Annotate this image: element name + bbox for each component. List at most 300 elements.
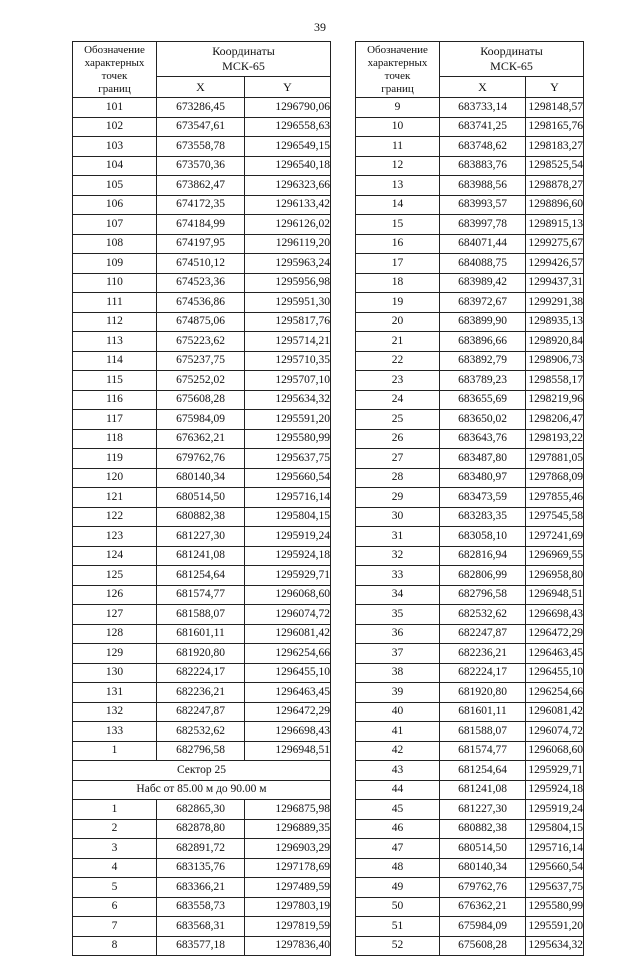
point-number: 124	[73, 546, 157, 566]
coord-y: 1295919,24	[245, 527, 331, 547]
point-number: 131	[73, 683, 157, 703]
coord-x: 683643,76	[440, 429, 526, 449]
coord-x: 680140,34	[157, 468, 245, 488]
coord-x: 683988,56	[440, 176, 526, 196]
header-designation-line: границ	[98, 82, 131, 95]
point-number: 16	[356, 234, 440, 254]
point-number: 118	[73, 429, 157, 449]
table-row	[356, 839, 584, 859]
header-coordinates-line: МСК-65	[222, 59, 265, 73]
table-row	[73, 722, 331, 742]
table-row	[356, 468, 584, 488]
point-number: 8	[73, 936, 157, 956]
table-row	[356, 644, 584, 664]
coord-x: 682891,72	[157, 839, 245, 859]
point-number: 45	[356, 800, 440, 820]
coord-y: 1296068,60	[245, 585, 331, 605]
point-number: 9	[356, 98, 440, 118]
coord-y: 1297855,46	[526, 488, 584, 508]
table-row	[73, 410, 331, 430]
header-y: Y	[526, 77, 584, 98]
point-number: 110	[73, 273, 157, 293]
table-row	[356, 800, 584, 820]
header-designation-line: точек	[384, 69, 411, 82]
coord-y: 1296126,02	[245, 215, 331, 235]
point-number: 3	[73, 839, 157, 859]
coord-y: 1296254,66	[245, 644, 331, 664]
header-designation-line: характерных	[84, 56, 145, 69]
point-number: 102	[73, 117, 157, 137]
header-x: X	[440, 77, 526, 98]
point-number: 14	[356, 195, 440, 215]
point-number: 40	[356, 702, 440, 722]
table-row	[356, 137, 584, 157]
coord-x: 682236,21	[157, 683, 245, 703]
table-row	[356, 897, 584, 917]
table-row	[73, 605, 331, 625]
coord-y: 1297489,59	[245, 878, 331, 898]
coord-y: 1298193,22	[526, 429, 584, 449]
table-row	[73, 98, 331, 118]
coord-y: 1295956,98	[245, 273, 331, 293]
table-row	[73, 839, 331, 859]
point-number: 104	[73, 156, 157, 176]
table-row	[356, 936, 584, 956]
coord-y: 1295637,75	[245, 449, 331, 469]
coord-x: 675984,09	[157, 410, 245, 430]
table-row	[73, 137, 331, 157]
coord-x: 675608,28	[440, 936, 526, 956]
coord-y: 1298183,27	[526, 137, 584, 157]
table-row	[356, 702, 584, 722]
point-number: 119	[73, 449, 157, 469]
coord-x: 683480,97	[440, 468, 526, 488]
point-number: 34	[356, 585, 440, 605]
table-row	[73, 176, 331, 196]
coord-y: 1296455,10	[526, 663, 584, 683]
point-number: 10	[356, 117, 440, 137]
coord-y: 1295707,10	[245, 371, 331, 391]
point-number: 52	[356, 936, 440, 956]
table-row	[356, 254, 584, 274]
point-number: 105	[73, 176, 157, 196]
point-number: 37	[356, 644, 440, 664]
point-number: 123	[73, 527, 157, 547]
coord-y: 1299426,57	[526, 254, 584, 274]
point-number: 21	[356, 332, 440, 352]
coord-x: 682532,62	[157, 722, 245, 742]
header-coordinates-line: МСК-65	[490, 59, 533, 73]
coord-y: 1295716,14	[245, 488, 331, 508]
coord-y: 1298148,57	[526, 98, 584, 118]
coord-y: 1299437,31	[526, 273, 584, 293]
coord-x: 682532,62	[440, 605, 526, 625]
coord-x: 683997,78	[440, 215, 526, 235]
coord-y: 1298935,13	[526, 312, 584, 332]
table-row	[356, 410, 584, 430]
point-number: 107	[73, 215, 157, 235]
table-row	[73, 702, 331, 722]
table-row	[73, 507, 331, 527]
table-row	[356, 624, 584, 644]
point-number: 11	[356, 137, 440, 157]
coord-y: 1295924,18	[245, 546, 331, 566]
table-row	[356, 215, 584, 235]
coord-x: 683577,18	[157, 936, 245, 956]
table-row	[356, 741, 584, 761]
point-number: 129	[73, 644, 157, 664]
table-row	[73, 195, 331, 215]
table-row	[356, 332, 584, 352]
coord-x: 673862,47	[157, 176, 245, 196]
table-row	[356, 546, 584, 566]
point-number: 20	[356, 312, 440, 332]
coord-y: 1298915,13	[526, 215, 584, 235]
coord-x: 681588,07	[157, 605, 245, 625]
coord-x: 683473,59	[440, 488, 526, 508]
coord-x: 683487,80	[440, 449, 526, 469]
coord-y: 1295919,24	[526, 800, 584, 820]
point-number: 113	[73, 332, 157, 352]
coord-x: 683733,14	[440, 98, 526, 118]
point-number: 33	[356, 566, 440, 586]
table-row	[356, 761, 584, 781]
coord-x: 683741,25	[440, 117, 526, 137]
point-number: 111	[73, 293, 157, 313]
point-number: 42	[356, 741, 440, 761]
point-number: 32	[356, 546, 440, 566]
coord-x: 682247,87	[440, 624, 526, 644]
coord-x: 679762,76	[440, 878, 526, 898]
table-row	[356, 507, 584, 527]
point-number: 12	[356, 156, 440, 176]
point-number: 109	[73, 254, 157, 274]
table-row	[356, 273, 584, 293]
coord-y: 1295634,32	[245, 390, 331, 410]
coord-x: 683972,67	[440, 293, 526, 313]
point-number: 132	[73, 702, 157, 722]
table-row	[73, 683, 331, 703]
coord-y: 1296948,51	[526, 585, 584, 605]
coord-y: 1296698,43	[245, 722, 331, 742]
coord-x: 682806,99	[440, 566, 526, 586]
coord-y: 1296463,45	[526, 644, 584, 664]
table-row	[356, 449, 584, 469]
point-number: 122	[73, 507, 157, 527]
point-number: 1	[73, 800, 157, 820]
header-designation	[356, 42, 440, 98]
table-row	[73, 585, 331, 605]
coord-y: 1296081,42	[245, 624, 331, 644]
table-row	[356, 683, 584, 703]
point-number: 121	[73, 488, 157, 508]
coord-y: 1296133,42	[245, 195, 331, 215]
table-row	[73, 878, 331, 898]
coord-x: 682816,94	[440, 546, 526, 566]
table-row	[73, 527, 331, 547]
coord-y: 1296254,66	[526, 683, 584, 703]
coord-x: 682865,30	[157, 800, 245, 820]
table-body-right	[356, 98, 584, 956]
header-coordinates-line: Координаты	[480, 44, 543, 58]
coord-y: 1297803,19	[245, 897, 331, 917]
coord-y: 1295951,30	[245, 293, 331, 313]
coord-x: 682878,80	[157, 819, 245, 839]
table-row	[356, 488, 584, 508]
point-number: 114	[73, 351, 157, 371]
header-designation-line: Обозначение	[84, 43, 145, 56]
coord-x: 683883,76	[440, 156, 526, 176]
coord-x: 683366,21	[157, 878, 245, 898]
point-number: 15	[356, 215, 440, 235]
coord-y: 1296958,80	[526, 566, 584, 586]
table-row	[73, 819, 331, 839]
coord-y: 1295580,99	[245, 429, 331, 449]
point-number: 50	[356, 897, 440, 917]
coord-x: 675237,75	[157, 351, 245, 371]
point-number: 28	[356, 468, 440, 488]
coord-y: 1296698,43	[526, 605, 584, 625]
coordinates-table-left	[72, 41, 331, 956]
coord-y: 1298219,96	[526, 390, 584, 410]
point-number: 41	[356, 722, 440, 742]
header-designation	[73, 42, 157, 98]
coord-x: 682236,21	[440, 644, 526, 664]
coord-x: 681241,08	[157, 546, 245, 566]
coord-y: 1298525,54	[526, 156, 584, 176]
coord-x: 680140,34	[440, 858, 526, 878]
header-x: X	[157, 77, 245, 98]
coord-y: 1296558,63	[245, 117, 331, 137]
point-number: 19	[356, 293, 440, 313]
coord-x: 683892,79	[440, 351, 526, 371]
table-row	[73, 488, 331, 508]
point-number: 51	[356, 917, 440, 937]
coord-y: 1296081,42	[526, 702, 584, 722]
coord-x: 683896,66	[440, 332, 526, 352]
point-number: 103	[73, 137, 157, 157]
coord-x: 683899,90	[440, 312, 526, 332]
point-number: 133	[73, 722, 157, 742]
coord-x: 676362,21	[157, 429, 245, 449]
point-number: 25	[356, 410, 440, 430]
coord-y: 1296540,18	[245, 156, 331, 176]
point-number: 36	[356, 624, 440, 644]
coord-y: 1295591,20	[526, 917, 584, 937]
coord-x: 681574,77	[157, 585, 245, 605]
header-coordinates-line: Координаты	[212, 44, 275, 58]
point-number: 112	[73, 312, 157, 332]
coord-x: 675223,62	[157, 332, 245, 352]
header-designation-line: характерных	[367, 56, 428, 69]
table-row	[356, 722, 584, 742]
coord-y: 1299291,38	[526, 293, 584, 313]
coord-x: 684088,75	[440, 254, 526, 274]
coord-x: 683283,35	[440, 507, 526, 527]
coord-x: 681254,64	[157, 566, 245, 586]
table-row	[356, 98, 584, 118]
coord-x: 681574,77	[440, 741, 526, 761]
point-number: 117	[73, 410, 157, 430]
coord-y: 1295817,76	[245, 312, 331, 332]
table-row	[356, 878, 584, 898]
coord-x: 674197,95	[157, 234, 245, 254]
table-row	[73, 741, 331, 761]
coord-x: 673286,45	[157, 98, 245, 118]
table-row	[356, 117, 584, 137]
coord-x: 681254,64	[440, 761, 526, 781]
header-y: Y	[245, 77, 331, 98]
coord-y: 1298878,27	[526, 176, 584, 196]
coord-y: 1298165,76	[526, 117, 584, 137]
coord-x: 682224,17	[440, 663, 526, 683]
coord-x: 680882,38	[157, 507, 245, 527]
coord-y: 1295929,71	[526, 761, 584, 781]
table-row	[356, 351, 584, 371]
coord-y: 1295591,20	[245, 410, 331, 430]
coord-y: 1296472,29	[526, 624, 584, 644]
point-number: 35	[356, 605, 440, 625]
coord-x: 674510,12	[157, 254, 245, 274]
table-row	[73, 449, 331, 469]
coord-y: 1296463,45	[245, 683, 331, 703]
table-row	[73, 644, 331, 664]
coord-y: 1295634,32	[526, 936, 584, 956]
table-row	[73, 351, 331, 371]
point-number: 38	[356, 663, 440, 683]
point-number: 27	[356, 449, 440, 469]
coord-y: 1298896,60	[526, 195, 584, 215]
point-number: 1	[73, 741, 157, 761]
table-row	[73, 312, 331, 332]
coord-x: 683558,73	[157, 897, 245, 917]
table-row	[356, 293, 584, 313]
table-row	[356, 585, 584, 605]
point-number: 23	[356, 371, 440, 391]
table-row	[73, 117, 331, 137]
table-row	[356, 917, 584, 937]
coord-x: 682796,58	[440, 585, 526, 605]
coord-x: 681920,80	[157, 644, 245, 664]
section-row	[73, 780, 331, 800]
coord-y: 1296948,51	[245, 741, 331, 761]
table-row	[73, 332, 331, 352]
table-body-left	[73, 98, 331, 956]
coord-y: 1296969,55	[526, 546, 584, 566]
point-number: 48	[356, 858, 440, 878]
point-number: 22	[356, 351, 440, 371]
point-number: 106	[73, 195, 157, 215]
table-row	[73, 273, 331, 293]
coord-x: 683058,10	[440, 527, 526, 547]
coord-y: 1296549,15	[245, 137, 331, 157]
coord-x: 683650,02	[440, 410, 526, 430]
coord-y: 1296074,72	[245, 605, 331, 625]
coord-x: 683748,62	[440, 137, 526, 157]
point-number: 120	[73, 468, 157, 488]
coord-x: 682247,87	[157, 702, 245, 722]
coord-y: 1296875,98	[245, 800, 331, 820]
coord-x: 684071,44	[440, 234, 526, 254]
coord-y: 1296068,60	[526, 741, 584, 761]
point-number: 24	[356, 390, 440, 410]
table-row	[356, 195, 584, 215]
coord-x: 674536,86	[157, 293, 245, 313]
table-row	[73, 936, 331, 956]
header-designation-line: Обозначение	[367, 43, 428, 56]
coord-x: 680882,38	[440, 819, 526, 839]
point-number: 6	[73, 897, 157, 917]
coord-x: 673570,36	[157, 156, 245, 176]
table-row	[73, 156, 331, 176]
coordinates-table-right	[355, 41, 584, 956]
table-row	[73, 566, 331, 586]
table-row	[356, 566, 584, 586]
point-number: 30	[356, 507, 440, 527]
table-row	[356, 780, 584, 800]
table-row	[73, 254, 331, 274]
point-number: 101	[73, 98, 157, 118]
coord-y: 1296472,29	[245, 702, 331, 722]
point-number: 5	[73, 878, 157, 898]
coord-y: 1296903,29	[245, 839, 331, 859]
coord-y: 1296074,72	[526, 722, 584, 742]
point-number: 2	[73, 819, 157, 839]
coord-x: 674875,06	[157, 312, 245, 332]
coord-y: 1296790,06	[245, 98, 331, 118]
coord-y: 1296119,20	[245, 234, 331, 254]
coord-y: 1295637,75	[526, 878, 584, 898]
table-row	[356, 527, 584, 547]
table-row	[356, 390, 584, 410]
table-row	[73, 371, 331, 391]
table-row	[356, 429, 584, 449]
coord-x: 681227,30	[440, 800, 526, 820]
coord-y: 1295714,21	[245, 332, 331, 352]
coord-x: 681227,30	[157, 527, 245, 547]
point-number: 39	[356, 683, 440, 703]
table-row	[356, 858, 584, 878]
table-row	[356, 176, 584, 196]
coord-x: 673558,78	[157, 137, 245, 157]
coord-y: 1295924,18	[526, 780, 584, 800]
coord-x: 681601,11	[440, 702, 526, 722]
coord-y: 1297868,09	[526, 468, 584, 488]
section-row	[73, 761, 331, 781]
coord-x: 682224,17	[157, 663, 245, 683]
coord-y: 1297178,69	[245, 858, 331, 878]
coord-y: 1297241,69	[526, 527, 584, 547]
coord-y: 1295660,54	[526, 858, 584, 878]
coord-y: 1298920,84	[526, 332, 584, 352]
table-row	[356, 605, 584, 625]
header-designation-line: точек	[101, 69, 128, 82]
coord-x: 675608,28	[157, 390, 245, 410]
coord-y: 1296455,10	[245, 663, 331, 683]
coord-x: 683568,31	[157, 917, 245, 937]
coord-x: 683989,42	[440, 273, 526, 293]
coord-y: 1295660,54	[245, 468, 331, 488]
point-number: 13	[356, 176, 440, 196]
coord-x: 676362,21	[440, 897, 526, 917]
point-number: 18	[356, 273, 440, 293]
coord-y: 1295963,24	[245, 254, 331, 274]
coord-y: 1295716,14	[526, 839, 584, 859]
table-row	[73, 468, 331, 488]
coord-y: 1295580,99	[526, 897, 584, 917]
table-row	[73, 429, 331, 449]
coord-y: 1297819,59	[245, 917, 331, 937]
